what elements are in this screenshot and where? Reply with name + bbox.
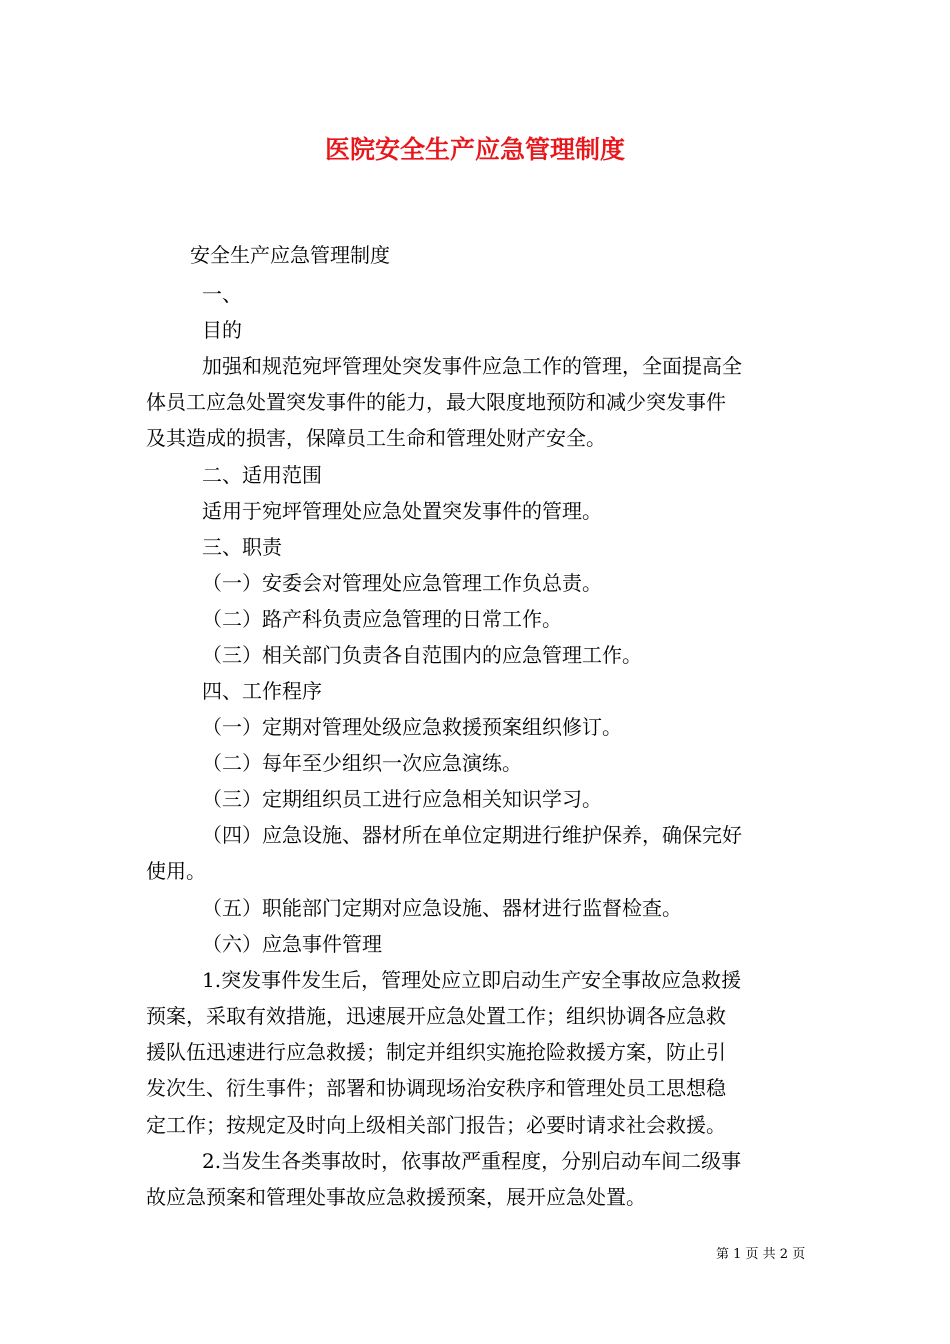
body-line: 二、适用范围 xyxy=(202,463,322,487)
body-line: 及其造成的损害，保障员工生命和管理处财产安全。 xyxy=(146,426,606,450)
body-line: （二）路产科负责应急管理的日常工作。 xyxy=(202,607,562,631)
body-line: 一、 xyxy=(202,282,242,306)
document-title: 医院安全生产应急管理制度 xyxy=(324,135,625,164)
body-line: 2.当发生各类事故时，依事故严重程度，分别启动车间二级事 xyxy=(202,1149,742,1173)
page-footer: 第 1 页 共 2 页 xyxy=(716,1247,806,1262)
body-line: （二）每年至少组织一次应急演练。 xyxy=(202,751,522,775)
body-line: 1.突发事件发生后，管理处应立即启动生产安全事故应急救援 xyxy=(202,968,742,992)
body-line: 定工作；按规定及时向上级相关部门报告；必要时请求社会救援。 xyxy=(146,1113,726,1137)
body-line: 使用。 xyxy=(146,859,206,883)
body-line: （一）定期对管理处级应急救援预案组织修订。 xyxy=(202,715,622,739)
body-line: （三）相关部门负责各自范围内的应急管理工作。 xyxy=(202,643,642,667)
body-line: （三）定期组织员工进行应急相关知识学习。 xyxy=(202,787,602,811)
body-line: 三、职责 xyxy=(202,535,282,559)
body-line: 目的 xyxy=(202,318,242,342)
body-line: 加强和规范宛坪管理处突发事件应急工作的管理，全面提高全 xyxy=(202,354,742,378)
body-line: 体员工应急处置突发事件的能力，最大限度地预防和减少突发事件 xyxy=(146,390,726,414)
body-line: （六）应急事件管理 xyxy=(202,932,382,956)
body-line: 发次生、衍生事件；部署和协调现场治安秩序和管理处员工思想稳 xyxy=(146,1076,726,1100)
body-line: 安全生产应急管理制度 xyxy=(190,243,390,267)
body-line: 援队伍迅速进行应急救援；制定并组织实施抢险救援方案，防止引 xyxy=(146,1040,726,1064)
body-line: 适用于宛坪管理处应急处置突发事件的管理。 xyxy=(202,499,602,523)
body-line: 故应急预案和管理处事故应急救援预案，展开应急处置。 xyxy=(146,1185,646,1209)
body-line: 预案，采取有效措施，迅速展开应急处置工作；组织协调各应急救 xyxy=(146,1004,726,1028)
body-line: （五）职能部门定期对应急设施、器材进行监督检查。 xyxy=(202,896,682,920)
body-line: 四、工作程序 xyxy=(202,679,322,703)
body-line: （四）应急设施、器材所在单位定期进行维护保养，确保完好 xyxy=(202,823,742,847)
body-line: （一）安委会对管理处应急管理工作负总责。 xyxy=(202,571,602,595)
